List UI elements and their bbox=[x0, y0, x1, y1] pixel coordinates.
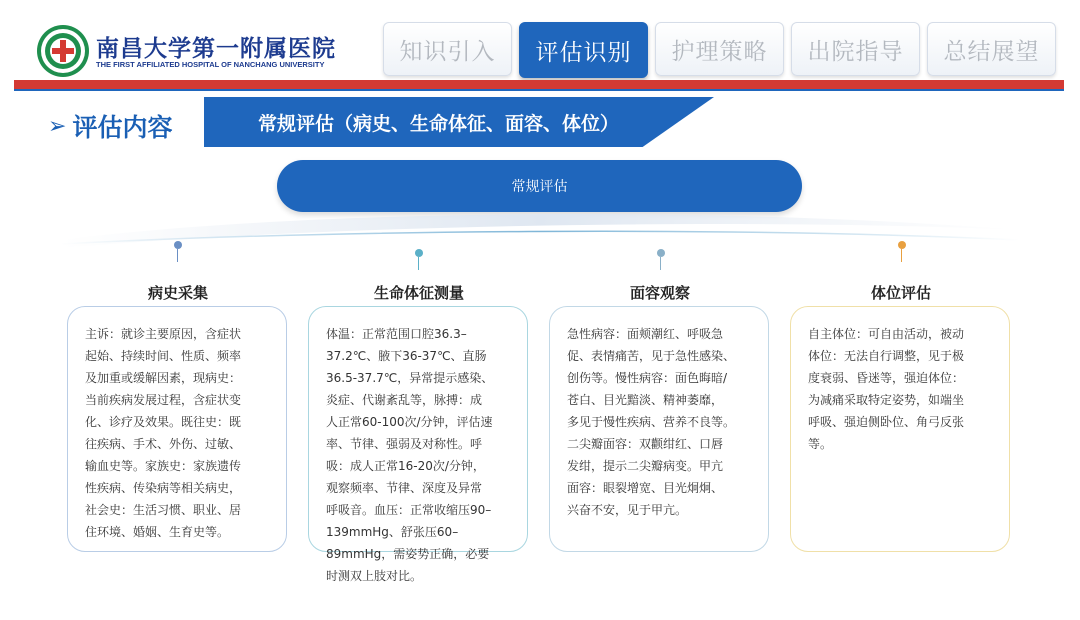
card-line: 为减痛采取特定姿势，如端坐 bbox=[808, 393, 965, 407]
card-line: 性疾病、传染病等相关病史， bbox=[85, 481, 242, 495]
card-history-text bbox=[85, 323, 241, 543]
timeline-dot bbox=[657, 249, 665, 257]
chevron-right-icon: ➢ bbox=[48, 113, 67, 139]
tab-summary[interactable]: 总结展望 bbox=[927, 22, 1056, 76]
timeline-dot bbox=[415, 249, 423, 257]
card-vitals-text bbox=[326, 323, 493, 587]
card-line: 化、诊疗及效果。既往史：既 bbox=[85, 415, 242, 429]
nav-tabs bbox=[383, 22, 1056, 78]
banner-title: 常规评估（病史、生命体征、面容、体位） bbox=[258, 113, 620, 135]
section-title-text: 评估内容 bbox=[72, 113, 173, 142]
card-line: 139mmHg、舒张压60– bbox=[326, 525, 459, 539]
hospital-name-en: THE FIRST AFFILIATED HOSPITAL OF NANCHANG UNIVERSITY bbox=[96, 60, 325, 69]
card-line: 人正常60-100次/分钟，评估速 bbox=[326, 415, 493, 429]
column-title-history: 病史采集 bbox=[147, 284, 208, 302]
card-line: 自主体位：可自由活动，被动 bbox=[808, 327, 965, 341]
card-line: 89mmHg，需姿势正确，必要 bbox=[326, 547, 490, 561]
card-line: 等。 bbox=[808, 437, 833, 451]
card-line: 当前疾病发展过程，含症状变 bbox=[85, 393, 242, 407]
timeline-dot bbox=[898, 241, 906, 249]
card-line: 率、节律、强弱及对称性。呼 bbox=[326, 437, 483, 451]
card-line: 社会史：生活习惯、职业、居 bbox=[85, 503, 242, 517]
card-line: 往疾病、手术、外伤、过敏、 bbox=[85, 437, 242, 451]
card-line: 苍白、目光黯淡、精神萎靡， bbox=[567, 393, 724, 407]
card-line: 吸：成人正常16-20次/分钟， bbox=[326, 459, 485, 473]
card-line: 急性病容：面颊潮红、呼吸急 bbox=[567, 327, 724, 341]
card-line: 多见于慢性疾病、营养不良等。 bbox=[567, 415, 736, 429]
card-line: 炎症、代谢紊乱等，脉搏：成 bbox=[326, 393, 483, 407]
category-pill-label: 常规评估 bbox=[511, 179, 568, 195]
card-line: 输血史等。家族史：家族遗传 bbox=[85, 459, 242, 473]
card-line: 创伤等。慢性病容：面色晦暗/ bbox=[567, 371, 728, 385]
tab-assessment[interactable]: 评估识别 bbox=[519, 22, 648, 78]
hospital-logo-icon bbox=[36, 24, 90, 78]
card-line: 体温：正常范围口腔36.3– bbox=[326, 327, 467, 341]
card-line: 主诉：就诊主要原因，含症状 bbox=[85, 327, 242, 341]
card-line: 起始、持续时间、性质、频率 bbox=[85, 349, 242, 363]
card-line: 体位：无法自行调整，见于极 bbox=[808, 349, 965, 363]
timeline-stem bbox=[177, 249, 178, 262]
card-line: 度衰弱、昏迷等，强迫体位： bbox=[808, 371, 965, 385]
tab-nursing-strategy[interactable]: 护理策略 bbox=[655, 22, 784, 76]
card-line: 观察频率、节律、深度及异常 bbox=[326, 481, 483, 495]
timeline-stem bbox=[660, 257, 661, 270]
column-title-facial: 面容观察 bbox=[629, 284, 690, 302]
header-red-divider bbox=[14, 80, 1064, 89]
card-line: 37.2℃、腋下36-37℃、直肠 bbox=[326, 349, 487, 363]
header-blue-divider bbox=[14, 89, 1064, 91]
tab-discharge-guide[interactable]: 出院指导 bbox=[791, 22, 920, 76]
card-line: 二尖瓣面容：双颧绀红、口唇 bbox=[567, 437, 724, 451]
card-posture-text bbox=[808, 323, 964, 455]
column-title-vitals: 生命体征测量 bbox=[373, 284, 464, 302]
timeline-stem bbox=[418, 257, 419, 270]
tab-knowledge-intro[interactable]: 知识引入 bbox=[383, 22, 512, 76]
card-line: 兴奋不安，见于甲亢。 bbox=[567, 503, 688, 517]
card-line: 及加重或缓解因素，现病史： bbox=[85, 371, 242, 385]
card-facial-text bbox=[567, 323, 735, 521]
decorative-wave bbox=[0, 200, 1080, 270]
card-line: 促、表情痛苦，见于急性感染、 bbox=[567, 349, 736, 363]
section-title bbox=[48, 108, 172, 144]
hospital-name-cn: 南昌大学第一附属医院 bbox=[96, 35, 336, 62]
card-line: 36.5-37.7℃，异常提示感染、 bbox=[326, 371, 494, 385]
card-line: 呼吸、强迫侧卧位、角弓反张 bbox=[808, 415, 965, 429]
card-line: 时测双上肢对比。 bbox=[326, 569, 423, 583]
card-line: 住环境、婚姻、生育史等。 bbox=[85, 525, 230, 539]
timeline-dot bbox=[174, 241, 182, 249]
timeline-stem bbox=[901, 249, 902, 262]
card-line: 呼吸音。血压：正常收缩压90– bbox=[326, 503, 492, 517]
card-line: 面容：眼裂增宽、目光炯炯、 bbox=[567, 481, 724, 495]
card-line: 发绀，提示二尖瓣病变。甲亢 bbox=[567, 459, 724, 473]
column-title-posture: 体位评估 bbox=[870, 284, 931, 302]
